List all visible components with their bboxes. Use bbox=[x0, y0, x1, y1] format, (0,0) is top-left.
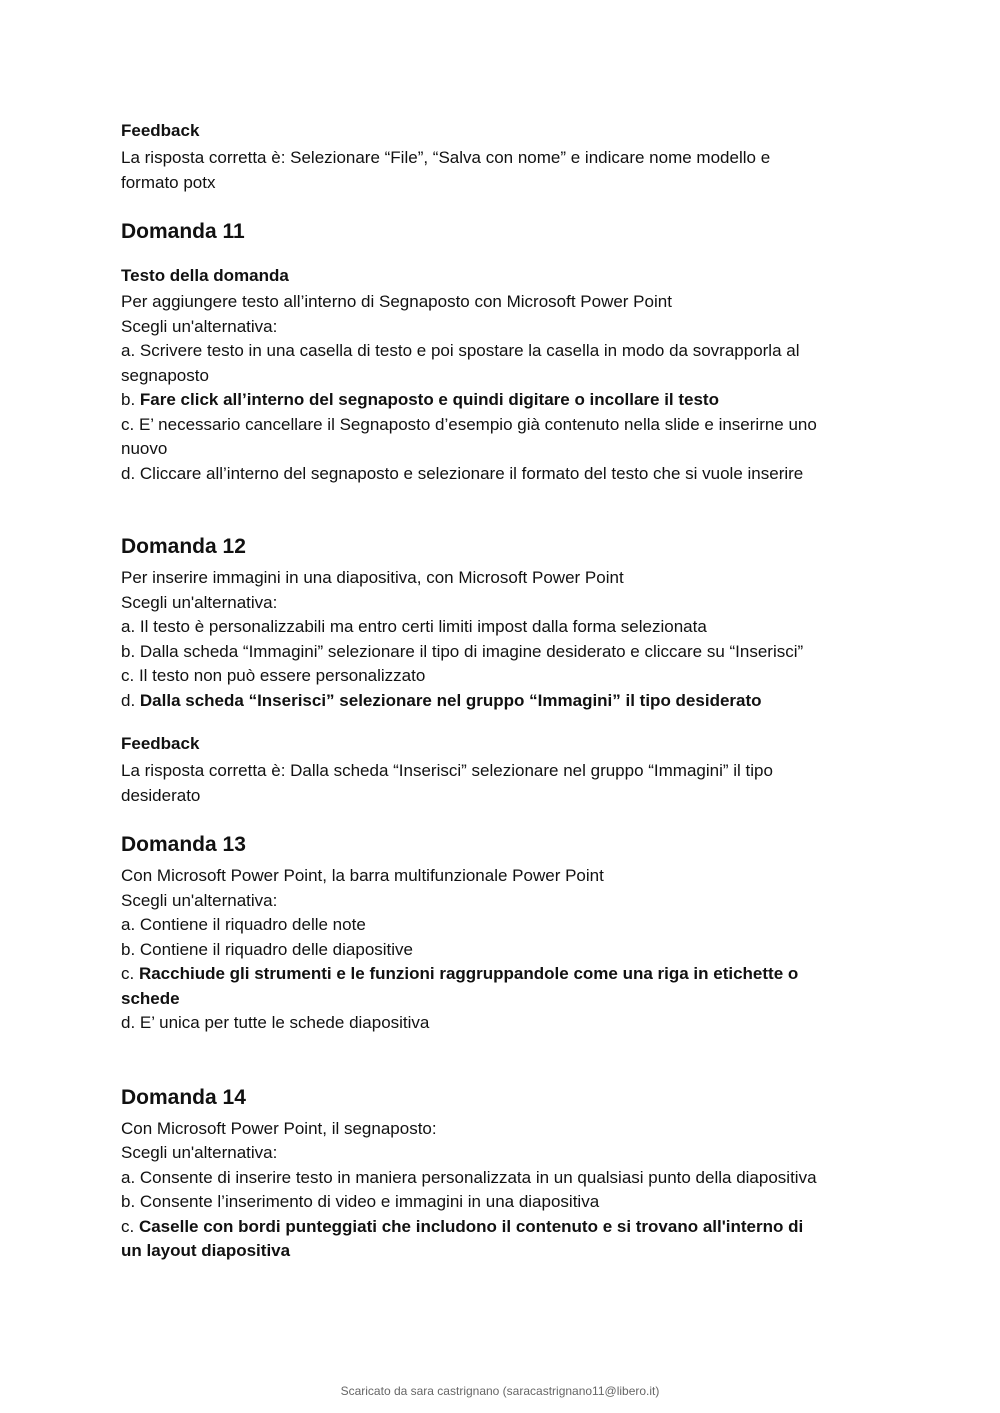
question-text: Con Microsoft Power Point, la barra multifunzionale Power Point bbox=[121, 866, 604, 885]
feedback-text bbox=[121, 759, 891, 808]
answer-option-b: b. Contiene il riquadro delle diapositive bbox=[121, 939, 414, 959]
question-prompt: Scegli un'alternativa: bbox=[121, 890, 278, 910]
answer-option-c bbox=[121, 962, 891, 987]
correct-answer-text-cont: schede bbox=[121, 988, 180, 1008]
feedback-block-1 bbox=[121, 118, 891, 195]
question-body bbox=[121, 290, 891, 486]
option-prefix: c. bbox=[121, 1216, 139, 1236]
question-title: Domanda 11 bbox=[121, 220, 245, 243]
answer-option-c bbox=[121, 1215, 891, 1240]
document-page bbox=[121, 118, 891, 1264]
answer-option-b: b. Dalla scheda “Immagini” selezionare il tipo di imagine desiderato e cliccare su “Inserisci” bbox=[121, 641, 804, 661]
answer-option-b: b. Consente l’inserimento di video e immagini in una diapositiva bbox=[121, 1192, 600, 1211]
answer-option-a: a. Contiene il riquadro delle note bbox=[121, 915, 366, 934]
question-subtitle: Testo della domanda bbox=[121, 266, 289, 285]
question-body bbox=[121, 566, 891, 713]
answer-option-a: a. Il testo è personalizzabili ma entro certi limiti impost dalla forma selezionata bbox=[121, 617, 707, 636]
question-12 bbox=[121, 532, 891, 713]
question-body bbox=[121, 1117, 891, 1264]
answer-option-d: d. E’ unica per tutte le schede diapositiva bbox=[121, 1013, 430, 1032]
answer-option-a: a. Consente di inserire testo in maniera personalizzata in un qualsiasi punto della diapositiva bbox=[121, 1167, 817, 1187]
question-title: Domanda 14 bbox=[121, 1085, 246, 1109]
question-11 bbox=[121, 217, 891, 486]
feedback-text-line: formato potx bbox=[121, 172, 216, 192]
answer-option-c: c. E’ necessario cancellare il Segnaposto d’esempio già contenuto nella slide e inserirne uno bbox=[121, 414, 817, 434]
question-text: Per inserire immagini in una diapositiva, con Microsoft Power Point bbox=[121, 568, 624, 587]
feedback-text-line: La risposta corretta è: Selezionare “File”, “Salva con nome” e indicare nome modello e bbox=[121, 148, 771, 167]
correct-answer-text: Dalla scheda “Inserisci” selezionare nel gruppo “Immagini” il tipo desiderato bbox=[139, 690, 762, 710]
question-body bbox=[121, 864, 891, 1036]
question-text: Per aggiungere testo all’interno di Segnaposto con Microsoft Power Point bbox=[121, 292, 672, 311]
correct-answer-text: Fare click all’interno del segnaposto e quindi digitare o incollare il testo bbox=[139, 390, 719, 409]
correct-answer-text-cont: un layout diapositiva bbox=[121, 1241, 291, 1260]
question-prompt: Scegli un'alternativa: bbox=[121, 316, 278, 336]
feedback-block-2 bbox=[121, 731, 891, 808]
answer-option-d: d. Cliccare all’interno del segnaposto e selezionare il formato del testo che si vuole inserire bbox=[121, 463, 804, 483]
answer-option-a-cont: segnaposto bbox=[121, 365, 209, 385]
option-prefix: c. bbox=[121, 964, 139, 983]
feedback-text-line: desiderato bbox=[121, 785, 201, 805]
answer-option-c: c. Il testo non può essere personalizzato bbox=[121, 666, 426, 685]
question-14 bbox=[121, 1083, 891, 1264]
option-prefix: d. bbox=[121, 690, 140, 710]
download-footer: Scaricato da sara castrignano (saracastrignano11@libero.it) bbox=[340, 1384, 660, 1398]
question-text: Con Microsoft Power Point, il segnaposto: bbox=[121, 1118, 437, 1138]
question-title: Domanda 13 bbox=[121, 833, 246, 856]
answer-option-d bbox=[121, 689, 891, 714]
feedback-text bbox=[121, 146, 891, 195]
correct-answer-text: Caselle con bordi punteggiati che includono il contenuto e si trovano all'interno di bbox=[138, 1216, 804, 1236]
question-title: Domanda 12 bbox=[121, 535, 246, 558]
correct-answer-text: Racchiude gli strumenti e le funzioni raggruppandole come una riga in etichette o bbox=[138, 964, 799, 983]
feedback-text-line: La risposta corretta è: Dalla scheda “Inserisci” selezionare nel gruppo “Immagini” il tipo bbox=[121, 761, 773, 780]
answer-option-b bbox=[121, 388, 891, 413]
option-prefix: b. bbox=[121, 390, 140, 409]
question-prompt: Scegli un'alternativa: bbox=[121, 1143, 278, 1162]
feedback-label: Feedback bbox=[121, 734, 200, 753]
answer-option-c-cont: nuovo bbox=[121, 439, 168, 458]
feedback-label: Feedback bbox=[121, 121, 200, 140]
answer-option-a: a. Scrivere testo in una casella di testo e poi spostare la casella in modo da sovrapporla al bbox=[121, 341, 800, 360]
question-13 bbox=[121, 830, 891, 1036]
question-prompt: Scegli un'alternativa: bbox=[121, 592, 278, 612]
